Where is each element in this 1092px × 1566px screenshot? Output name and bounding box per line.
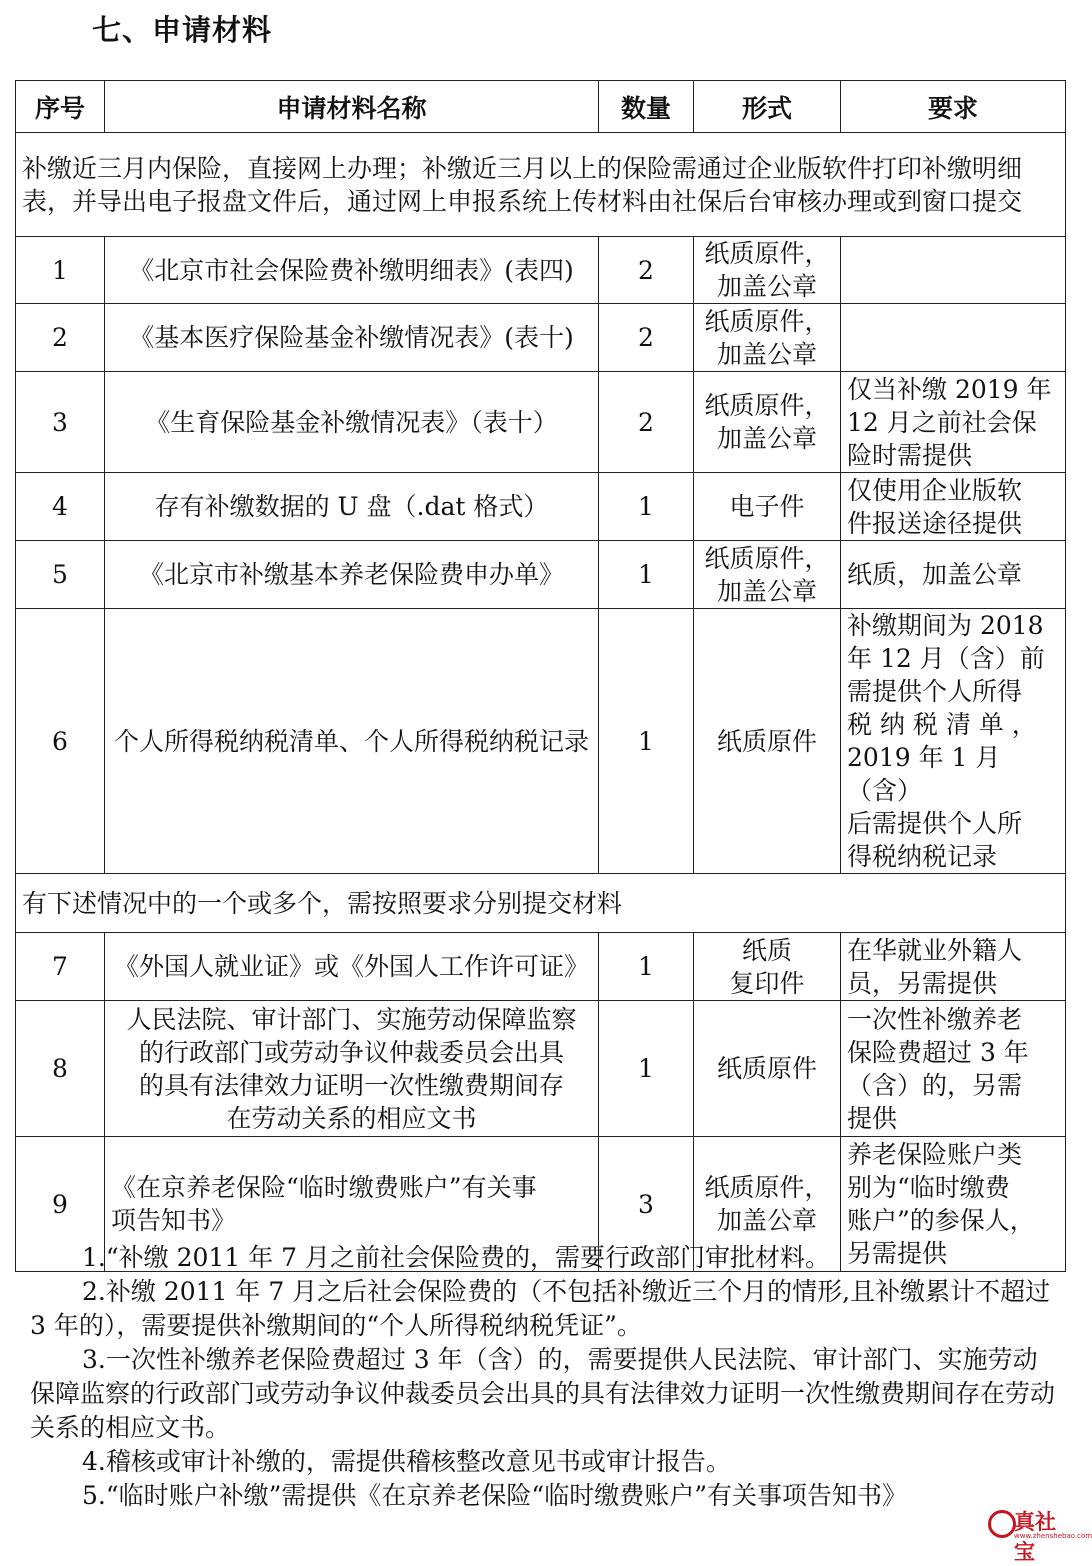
row-name: 《外国人就业证》或《外国人工作许可证》 bbox=[105, 933, 599, 1001]
row-form: 纸质原件， 加盖公章 bbox=[694, 237, 841, 304]
row-req bbox=[841, 237, 1066, 304]
watermark-url: www.zhenshebao.com bbox=[1014, 1532, 1092, 1540]
row-req: 纸质，加盖公章 bbox=[841, 541, 1066, 609]
header-name: 申请材料名称 bbox=[105, 81, 599, 133]
row-qty: 1 bbox=[599, 1001, 694, 1137]
row-req: 补缴期间为 2018 年 12 月（含）前 需提供个人所得 税 纳 税 清 单 ， 2019 年 1 月（含） 后需提供个人所 得税纳税记录 bbox=[841, 609, 1066, 874]
header-req: 要求 bbox=[841, 81, 1066, 133]
table-row bbox=[16, 1001, 1066, 1137]
header-form: 形式 bbox=[694, 81, 841, 133]
notes bbox=[30, 1241, 1060, 1513]
section-note-1: 补缴近三月内保险，直接网上办理；补缴近三月以上的保险需通过企业版软件打印补缴明细表，并导出电子报盘文件后，通过网上申报系统上传材料由社保后台审核办理或到窗口提交 bbox=[16, 133, 1066, 237]
row-req: 仅使用企业版软 件报送途径提供 bbox=[841, 473, 1066, 541]
table-row bbox=[16, 541, 1066, 609]
row-form: 纸质原件 bbox=[694, 1001, 841, 1137]
note-item: 5.“临时账户补缴”需提供《在京养老保险“临时缴费账户”有关事项告知书》 bbox=[82, 1481, 907, 1510]
row-no: 1 bbox=[16, 237, 105, 304]
row-qty: 1 bbox=[599, 609, 694, 874]
row-no: 2 bbox=[16, 304, 105, 372]
note-item: 1.“补缴 2011 年 7 月之前社会保险费的，需要行政部门审批材料。 bbox=[82, 1243, 830, 1272]
row-req: 养老保险账户类 别为“临时缴费 账户”的参保人， 另需提供 bbox=[841, 1137, 1066, 1272]
logo-mark-icon bbox=[988, 1510, 1016, 1538]
table-row bbox=[16, 473, 1066, 541]
row-req bbox=[841, 304, 1066, 372]
header-no: 序号 bbox=[16, 81, 105, 133]
row-form: 纸质 复印件 bbox=[694, 933, 841, 1001]
note-item: 4.稽核或审计补缴的，需提供稽核整改意见书或审计报告。 bbox=[82, 1447, 731, 1476]
row-qty: 1 bbox=[599, 473, 694, 541]
materials-table bbox=[15, 80, 1066, 1272]
table-row bbox=[16, 304, 1066, 372]
row-form: 纸质原件， 加盖公章 bbox=[694, 372, 841, 473]
row-name: 《生育保险基金补缴情况表》（表十） bbox=[105, 372, 599, 473]
row-name: 人民法院、审计部门、实施劳动保障监察 的行政部门或劳动争议仲裁委员会出具 的具有法律效力证明一次性缴费期间存 在劳动关系的相应文书 bbox=[105, 1001, 599, 1137]
row-qty: 3 bbox=[599, 1137, 694, 1272]
watermark-logo bbox=[988, 1506, 1092, 1564]
row-no: 9 bbox=[16, 1137, 105, 1272]
row-req: 一次性补缴养老 保险费超过 3 年 （含）的，另需 提供 bbox=[841, 1001, 1066, 1137]
row-no: 3 bbox=[16, 372, 105, 473]
row-name: 《基本医疗保险基金补缴情况表》(表十) bbox=[105, 304, 599, 372]
row-no: 7 bbox=[16, 933, 105, 1001]
table-header-row bbox=[16, 81, 1066, 133]
section-heading: 七、申请材料 bbox=[92, 13, 273, 47]
table-row bbox=[16, 237, 1066, 304]
row-name: 《北京市社会保险费补缴明细表》(表四) bbox=[105, 237, 599, 304]
section-row-1 bbox=[16, 133, 1066, 237]
note-item: 2.补缴 2011 年 7 月之后社会保险费的（不包括补缴近三个月的情形,且补缴累计不超过 3 年的），需要提供补缴期间的“个人所得税纳税凭证”。 bbox=[30, 1277, 1051, 1340]
section-row-2 bbox=[16, 874, 1066, 933]
table-row bbox=[16, 933, 1066, 1001]
row-form: 纸质原件 bbox=[694, 609, 841, 874]
table-row bbox=[16, 609, 1066, 874]
row-no: 5 bbox=[16, 541, 105, 609]
row-qty: 2 bbox=[599, 372, 694, 473]
row-no: 8 bbox=[16, 1001, 105, 1137]
row-name: 存有补缴数据的 U 盘（.dat 格式） bbox=[105, 473, 599, 541]
row-form: 纸质原件， 加盖公章 bbox=[694, 541, 841, 609]
row-form: 纸质原件， 加盖公章 bbox=[694, 1137, 841, 1272]
table-row bbox=[16, 372, 1066, 473]
row-form: 纸质原件， 加盖公章 bbox=[694, 304, 841, 372]
watermark-text: 真社宝 bbox=[1014, 1510, 1056, 1564]
row-qty: 2 bbox=[599, 304, 694, 372]
row-qty: 2 bbox=[599, 237, 694, 304]
row-qty: 1 bbox=[599, 541, 694, 609]
row-name: 《北京市补缴基本养老保险费申办单》 bbox=[105, 541, 599, 609]
row-name: 《在京养老保险“临时缴费账户”有关事 项告知书》 bbox=[105, 1137, 599, 1272]
row-req: 仅当补缴 2019 年 12 月之前社会保 险时需提供 bbox=[841, 372, 1066, 473]
row-name: 个人所得税纳税清单、个人所得税纳税记录 bbox=[105, 609, 599, 874]
row-qty: 1 bbox=[599, 933, 694, 1001]
row-no: 6 bbox=[16, 609, 105, 874]
header-qty: 数量 bbox=[599, 81, 694, 133]
row-form: 电子件 bbox=[694, 473, 841, 541]
section-note-2: 有下述情况中的一个或多个，需按照要求分别提交材料 bbox=[16, 874, 1066, 933]
row-req: 在华就业外籍人 员，另需提供 bbox=[841, 933, 1066, 1001]
row-no: 4 bbox=[16, 473, 105, 541]
note-item: 3.一次性补缴养老保险费超过 3 年（含）的，需要提供人民法院、审计部门、实施劳动保障监察的行政部门或劳动争议仲裁委员会出具的具有法律效力证明一次性缴费期间存在劳动关系的相应文书。 bbox=[30, 1345, 1056, 1442]
